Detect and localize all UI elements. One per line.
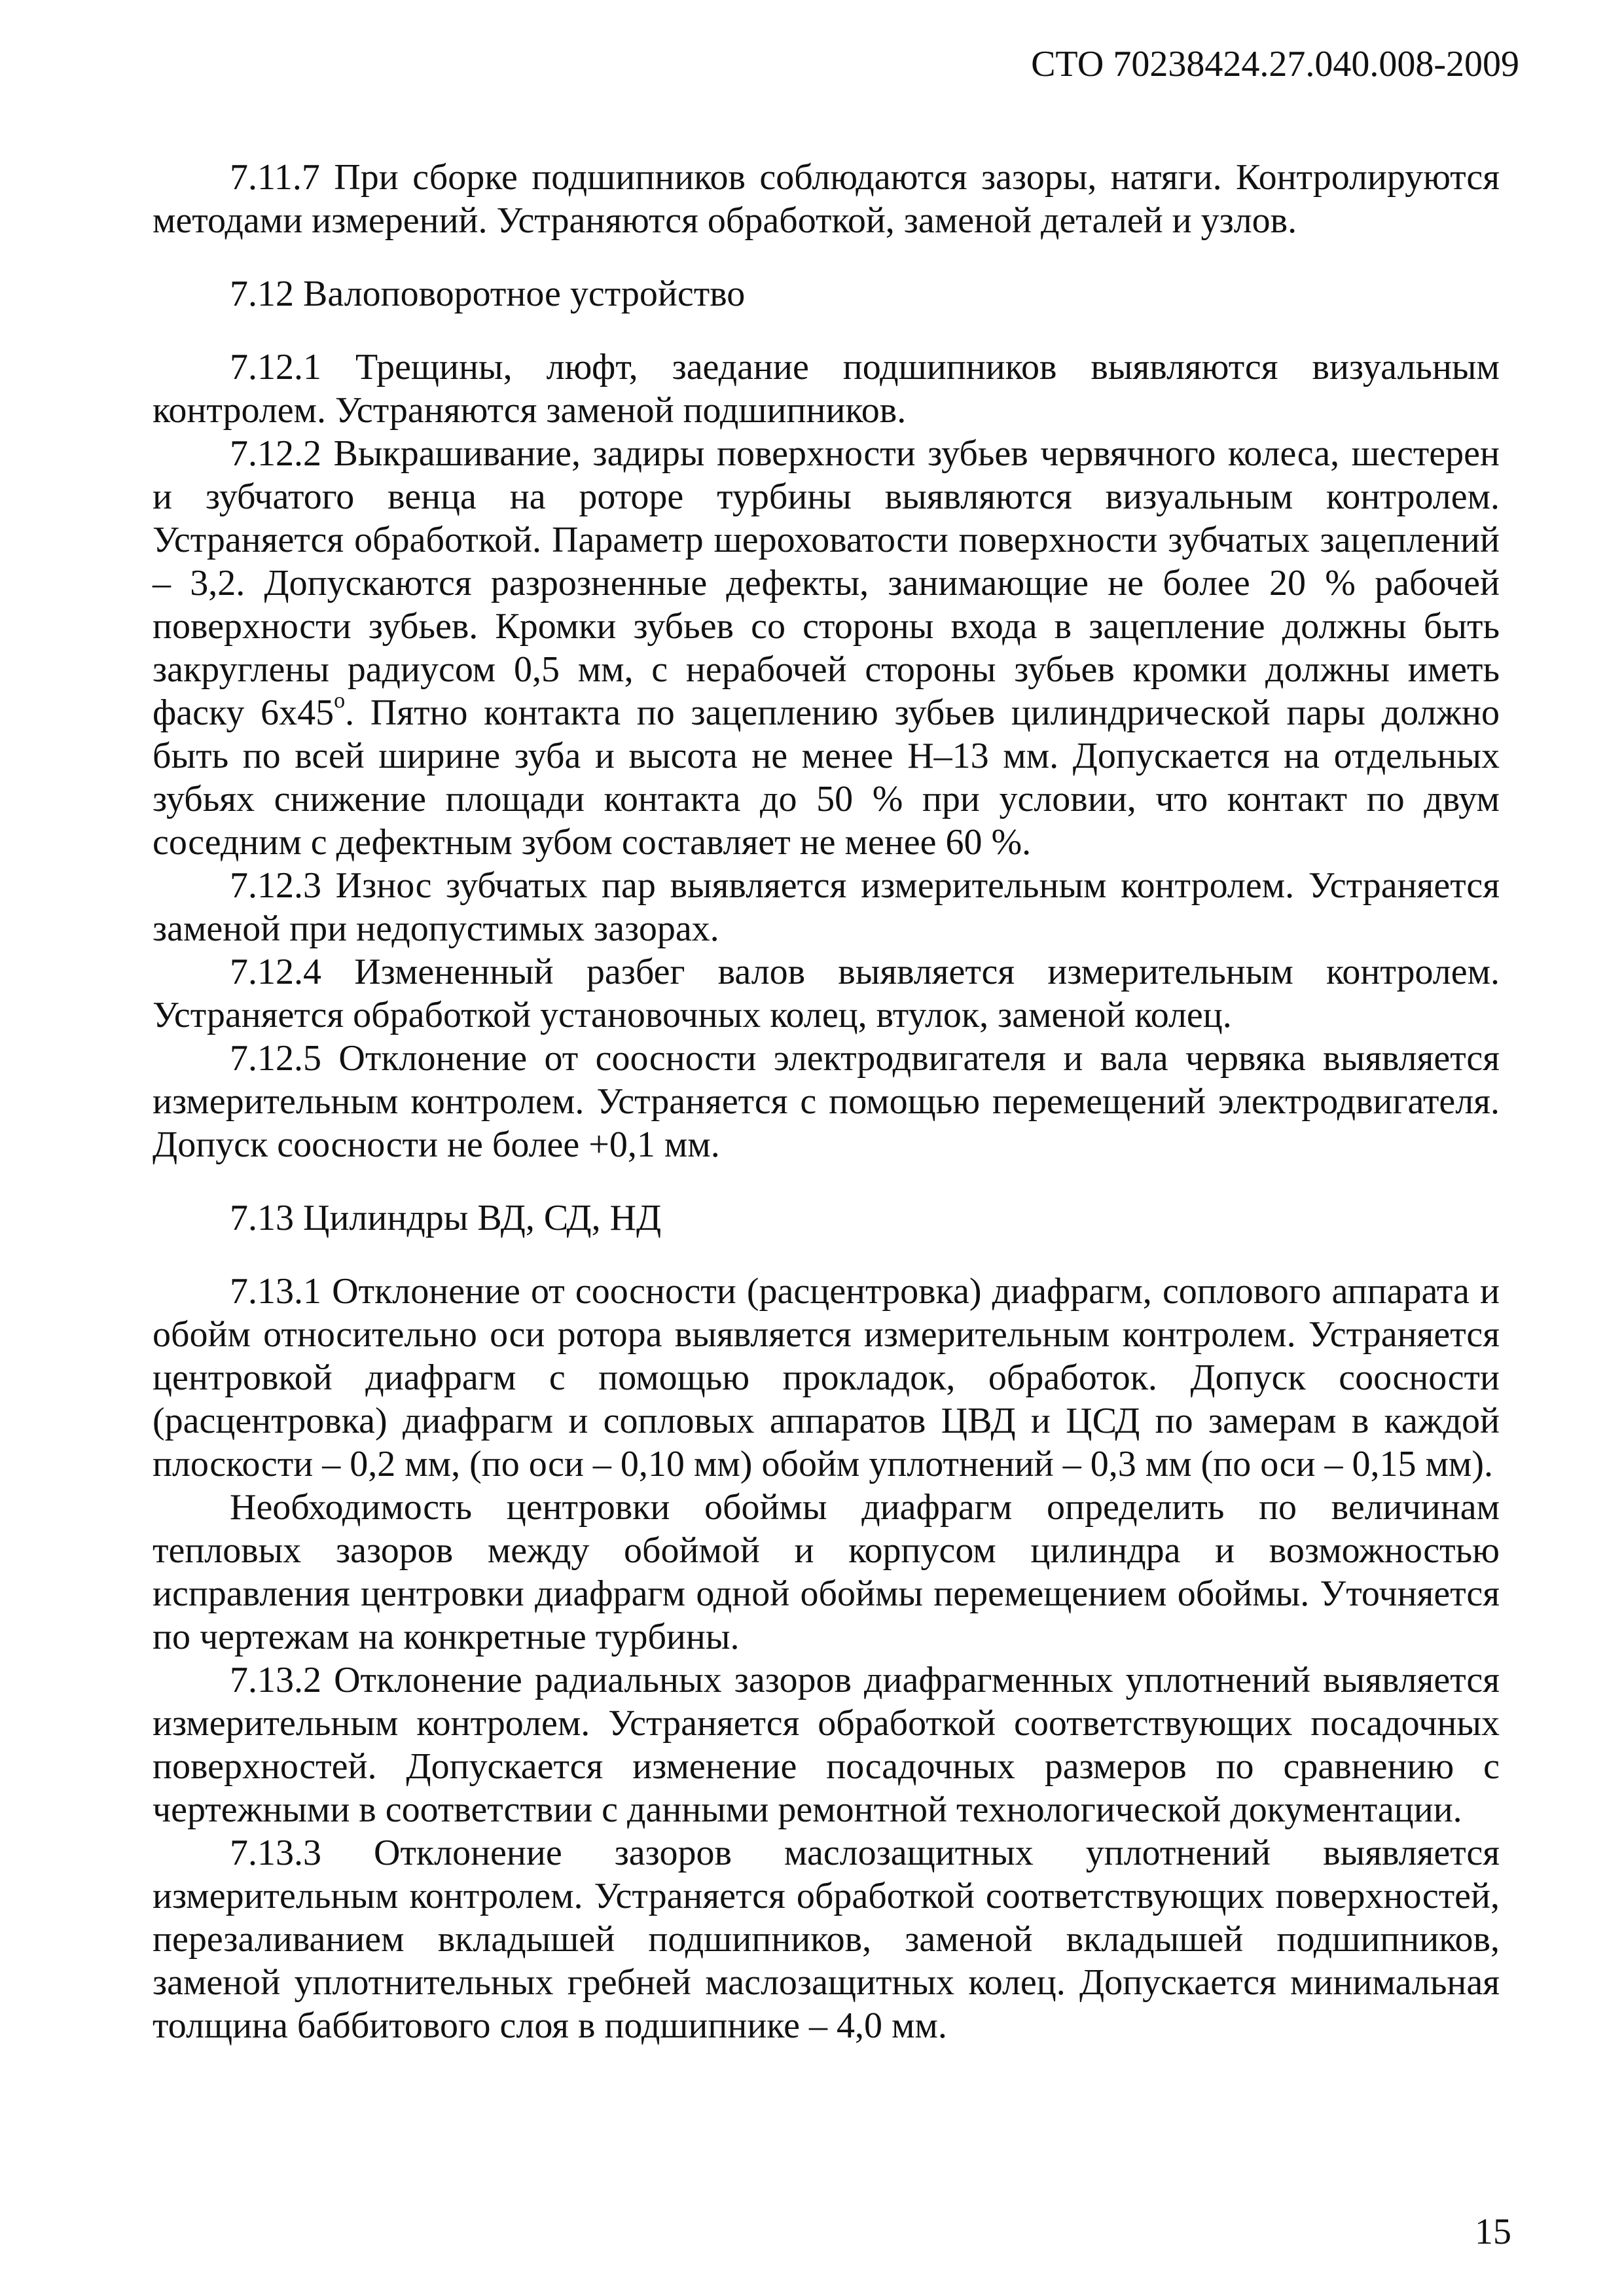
paragraph-7-13-1: 7.13.1 Отклонение от соосности (расцентровка) диафрагм, соплового аппарата и обойм относительно оси ротора выявляется измерительным контролем. Устраняется центровкой диафрагм с помощью прокладок, обработок. Допуск соосности (расцентровка) диафрагм и сопловых аппаратов ЦВД и ЦСД по замерам в каждой плоскости – 0,2 мм, (по оси – 0,10 мм) обойм уплотнений – 0,3 мм (по оси – 0,15 мм). [153,1271,1500,1484]
paragraph-7-12-5: 7.12.5 Отклонение от соосности электродвигателя и вала червяка выявляется измерительным контролем. Устраняется с помощью перемещений электродвигателя. Допуск соосности не более +0,1 мм. [153,1038,1500,1165]
paragraph-7-13-2: 7.13.2 Отклонение радиальных зазоров диафрагменных уплотнений выявляется измерительным контролем. Устраняется обработкой соответствующих посадочных поверхностей. Допускается изменение посадочных размеров по сравнению с чертежными в соответствии с данными ремонтной технологической документации. [153,1660,1500,1830]
paragraph-7-11-7: 7.11.7 При сборке подшипников соблюдаются зазоры, натяги. Контролируются методами измерений. Устраняются обработкой, заменой деталей и узлов. [153,157,1500,241]
degree-superscript: o [334,689,346,713]
paragraph-7-12-2 [153,432,1500,864]
paragraph-7-12-2-part-1: 7.12.2 Выкрашивание, задиры поверхности зубьев червячного колеса, шестерен и зубчатого венца на роторе турбины выявляются визуальным контролем. Устраняется обработкой. Параметр шероховатости поверхности зубчатых зацеплений – 3,2. Допускаются разрозненные дефекты, занимающие не более 20 % рабочей поверхности зубьев. Кромки зубьев со стороны входа в зацепление должны быть закруглены радиусом 0,5 мм, с нерабочей стороны зубьев кромки должны иметь фаску 6х45 [153,433,1500,733]
paragraph-7-12-2-part-2: . Пятно контакта по зацеплению зубьев цилиндрической пары должно быть по всей ширине зуба и высота не менее Н–13 мм. Допускается на отдельных зубьях снижение площади контакта до 50 % при условии, что контакт по двум соседним с дефектным зубом составляет не менее 60 %. [153,692,1500,863]
section-heading-7-13: 7.13 Цилиндры ВД, СД, НД [230,1198,662,1238]
paragraph-7-12-4: 7.12.4 Измененный разбег валов выявляется измерительным контролем. Устраняется обработкой установочных колец, втулок, заменой колец. [153,952,1500,1035]
page-number: 15 [1475,2212,1511,2252]
paragraph-7-13-3: 7.13.3 Отклонение зазоров маслозащитных уплотнений выявляется измерительным контролем. Устраняется обработкой соответствующих поверхностей, перезаливанием вкладышей подшипников, заменой вкладышей подшипников, заменой уплотнительных гребней маслозащитных колец. Допускается минимальная толщина баббитового слоя в подшипнике – 4,0 мм. [153,1833,1500,2046]
section-heading-7-12: 7.12 Валоповоротное устройство [230,274,746,314]
document-body [153,156,1500,2047]
paragraph-centering-note: Необходимость центровки обоймы диафрагм определить по величинам тепловых зазоров между обоймой и корпусом цилиндра и возможностью исправления центровки диафрагм одной обоймы перемещением обоймы. Уточняется по чертежам на конкретные турбины. [153,1487,1500,1657]
document-code-header: СТО 70238424.27.040.008-2009 [1031,44,1519,84]
paragraph-7-12-3: 7.12.3 Износ зубчатых пар выявляется измерительным контролем. Устраняется заменой при недопустимых зазорах. [153,865,1500,949]
paragraph-7-12-1: 7.12.1 Трещины, люфт, заедание подшипников выявляются визуальным контролем. Устраняются заменой подшипников. [153,347,1500,431]
